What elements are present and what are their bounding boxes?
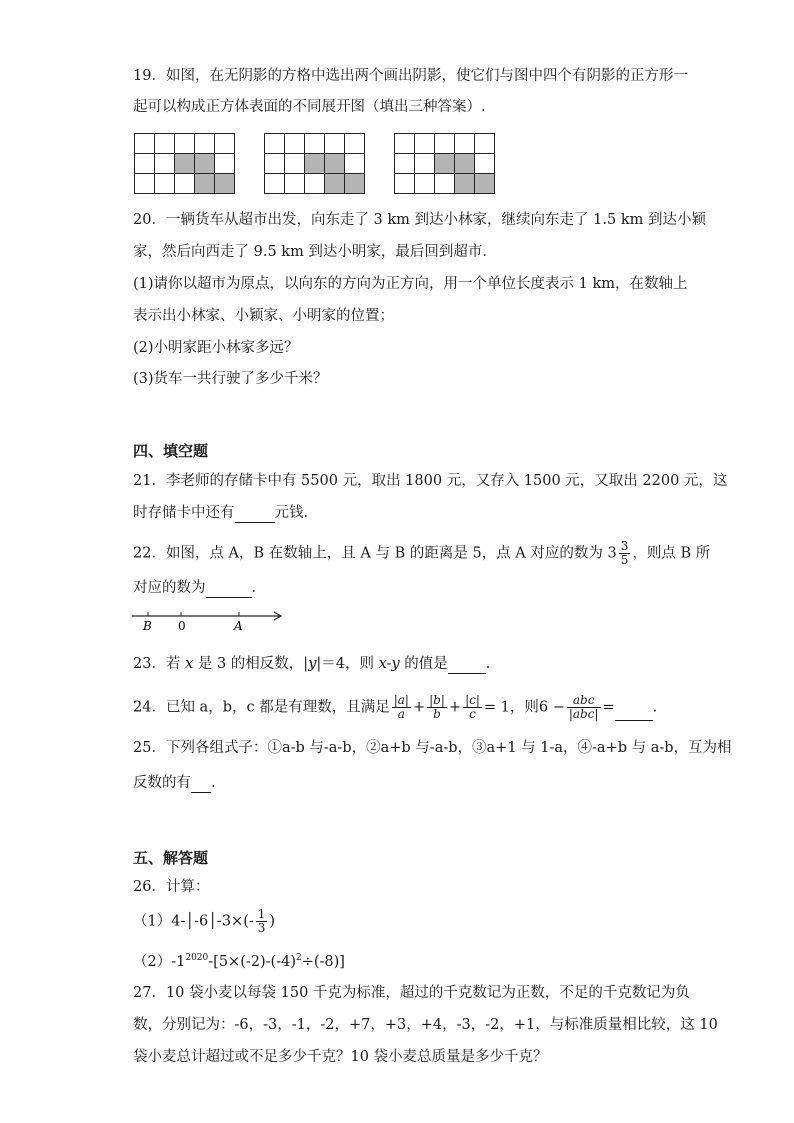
q22-text-b: ，则点 B 所 (632, 545, 711, 562)
q27-line3: 袋小麦总计超过或不足多少千克？10 袋小麦总质量是多少千克？ (133, 1049, 548, 1065)
number-line-figure (128, 604, 288, 636)
q20-part2: (2)小明家距小林家多远？ (133, 340, 299, 356)
q25-line2: 反数的有 . (133, 775, 216, 791)
q24-frac-abc: $\frac{\text{abc}}{\text{|abc|}}$ (568, 693, 599, 721)
q22-text-a: 22．如图，点 A，B 在数轴上，且 A 与 B 的距离是 5，点 A 对应的数为 3 (133, 545, 617, 562)
q20-line2: 家，然后向西走了 9.5 km 到达小明家，最后回到超市． (133, 244, 497, 260)
net-grid-2 (264, 133, 365, 194)
q22-text-c: 对应的数为 (133, 580, 206, 596)
section-5-heading: 五、解答题 (133, 849, 209, 867)
label-0: 0 (178, 619, 186, 633)
q24-frac-a: $\frac{|a|}{a}$ (393, 693, 409, 721)
q24-frac-c: $\frac{|c|}{c}$ (465, 693, 480, 721)
q21-line1: 21．李老师的存储卡中有 5500 元，取出 1800 元，又存入 1500 元，又取出 2200 元，这 (133, 473, 728, 489)
q21-text-b: 元钱． (274, 505, 318, 521)
q22-line2 (133, 578, 266, 598)
q23-answer-blank[interactable] (448, 657, 486, 674)
net-grid-3 (394, 133, 495, 194)
q24-frac-b: $\frac{|b|}{b}$ (429, 693, 445, 721)
section-4-heading: 四、填空题 (133, 442, 209, 460)
q22-text-d: ． (251, 580, 266, 596)
q22-answer-blank[interactable] (206, 581, 252, 598)
q20-line1: 20．一辆货车从超市出发，向东走了 3 km 到达小林家，继续向东走了 1.5 km 到达小颖 (133, 212, 706, 228)
q24-line: 24．已知 a，b，c 都是有理数，且满足 $\frac{|a|}{a}$ + $\frac{|b|}{b}$ + $\frac{|c|}{c}$ = 1，则6 − $\frac{\text{abc}}{\text{|abc|}}$ = . (133, 693, 658, 721)
q22-fraction: $\frac{3}{5}$ (620, 539, 629, 567)
q21-line2 (133, 503, 318, 523)
q27-line1: 27．10 袋小麦以每袋 150 千克为标准，超过的千克数记为正数，不足的千克数记为负 (133, 985, 690, 1001)
q24-answer-blank[interactable] (615, 704, 653, 721)
q21-text-a: 时存储卡中还有 (133, 505, 235, 521)
q26-fraction: $\frac{1}{3}$ (257, 907, 266, 935)
q19-line2: 起可以构成正方体表面的不同展开图（填出三种答案）. (133, 99, 486, 115)
label-a: A (234, 619, 243, 633)
q26-part2: $(2)-1^{2020}-[5\times(-2)-(-4)^2\div(-8)]$ (133, 953, 345, 970)
q26-part1: （1）4-│-6│-3×(- $\frac{1}{3}$ ) (133, 907, 276, 935)
q22-line1 (133, 540, 710, 567)
q21-answer-blank[interactable] (235, 506, 275, 523)
q27-line2: 数，分别记为：-6，-3，-1，-2，+7，+3，+4，-3，-2，+1，与标准质量相比较，这 10 (133, 1017, 718, 1033)
q20-part3: (3)货车一共行驶了多少千米？ (133, 371, 328, 387)
q20-part1b: 表示出小林家、小颖家、小明家的位置； (133, 308, 394, 324)
q19-line1: 19．如图，在无阴影的方格中选出两个画出阴影，使它们与图中四个有阴影的正方形一 (133, 68, 688, 84)
q25-answer-blank[interactable] (191, 776, 211, 793)
q23-line: 23．若 x 是 3 的相反数，|y|＝4，则 x-y 的值是 ． (133, 656, 501, 672)
q26-title: 26．计算： (133, 879, 210, 895)
net-grid-1 (134, 133, 235, 194)
q20-part1a: (1)请你以超市为原点，以向东的方向为正方向，用一个单位长度表示 1 km，在数轴上 (133, 276, 688, 292)
q25-line1: 25．下列各组式子：①a-b 与-a-b，②a+b 与-a-b，③a+1 与 1-a，④-a+b 与 a-b，互为相 (133, 740, 732, 756)
label-b: B (143, 619, 152, 633)
